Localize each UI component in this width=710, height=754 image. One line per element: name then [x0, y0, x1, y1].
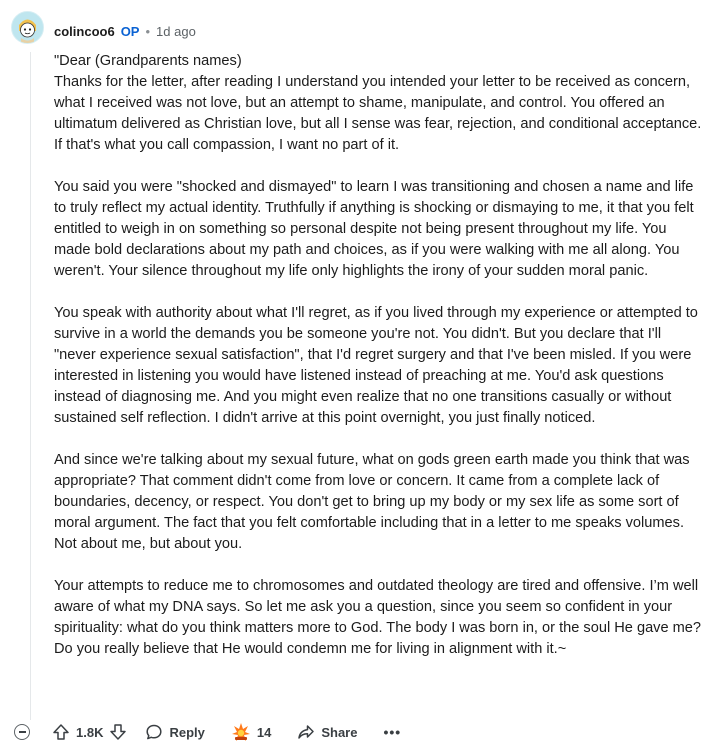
vote-group [52, 723, 127, 741]
more-options-button[interactable]: ••• [383, 724, 402, 740]
share-label: Share [321, 724, 358, 740]
comment-text: Thanks for the letter, after reading I understand you intended your letter to be received as concern, what I received was not love, but an attempt to shame, manipulate, and control. You offered an ultimatum delivered as Christian love, but all I sense was fear, rejection, and conditional acceptance. If that's what you call compassion, I want no part of it. [54, 74, 702, 153]
meta-separator: • [145, 23, 151, 39]
comment-timestamp[interactable]: 1d ago [156, 23, 196, 39]
comment-action-bar [14, 720, 401, 744]
comment-body [54, 51, 704, 681]
upvote-icon[interactable] [52, 723, 70, 741]
user-avatar[interactable] [11, 11, 44, 44]
share-button[interactable] [297, 723, 357, 741]
comment-paragraph: And since we're talking about my sexual future, what on gods green earth made you think that was appropriate? That comment didn't come from love or concern. It came from a complete lack of boundaries, decency, or respect. You don't get to bring up my body or my sex life as some sort of moral argument. The fact that you felt comfortable including that in a letter to me speaks volumes. Not about me, but about you. [54, 452, 690, 552]
downvote-icon[interactable] [109, 723, 127, 741]
reply-label: Reply [169, 724, 205, 740]
reply-button[interactable] [145, 723, 204, 741]
snoo-avatar-icon [12, 12, 43, 43]
share-icon [297, 723, 315, 741]
collapse-icon[interactable] [14, 724, 30, 740]
comment-paragraph: You said you were "shocked and dismayed" to learn I was transitioning and chosen a name and life to truly reflect my actual identity. Truthfully if anything is shocking or dismaying to me, it that you felt entitled to weigh in on something so personal despite not being present throughout my life. You made bold declarations about my path and choices, as if you were walking with me all along. You weren't. Your silence throughout my life only highlights the irony of your sudden moral panic. [54, 179, 694, 279]
username-link[interactable]: colincoo6 [54, 23, 115, 39]
comment-paragraph: Your attempts to reduce me to chromosomes and outdated theology are tired and offensive. I’m well aware of what my DNA says. So let me ask you a question, since you seem so confident in your spirituality: what do you think matters more to God. The body I was born in, or the soul He gave me? Do you really believe that He would condemn me for living in alignment with it.~ [54, 578, 702, 657]
vote-count: 1.8K [76, 724, 104, 740]
award-icon [231, 722, 251, 742]
thread-line [30, 52, 31, 720]
reply-icon [145, 723, 163, 741]
award-button[interactable] [231, 722, 271, 742]
award-count: 14 [256, 724, 272, 740]
op-badge: OP [120, 23, 140, 39]
comment-salutation: "Dear (Grandparents names) [54, 53, 242, 69]
comment-paragraph [54, 51, 704, 156]
comment-paragraph: You speak with authority about what I'll regret, as if you lived through my experience or attempted to survive in a world the demands you be someone you're not. You didn't. But you declare that I'll "never experience sexual satisfaction", that I'd regret surgery and that I've been misled. If you were interested in listening you would have listened instead of preaching at me. You'd ask questions instead of diagnosing me. And you might even realize that no one transitions casually or without sustained self reflection. I didn't arrive at this point overnight, you just finally noticed. [54, 305, 698, 426]
comment-header [54, 20, 196, 42]
